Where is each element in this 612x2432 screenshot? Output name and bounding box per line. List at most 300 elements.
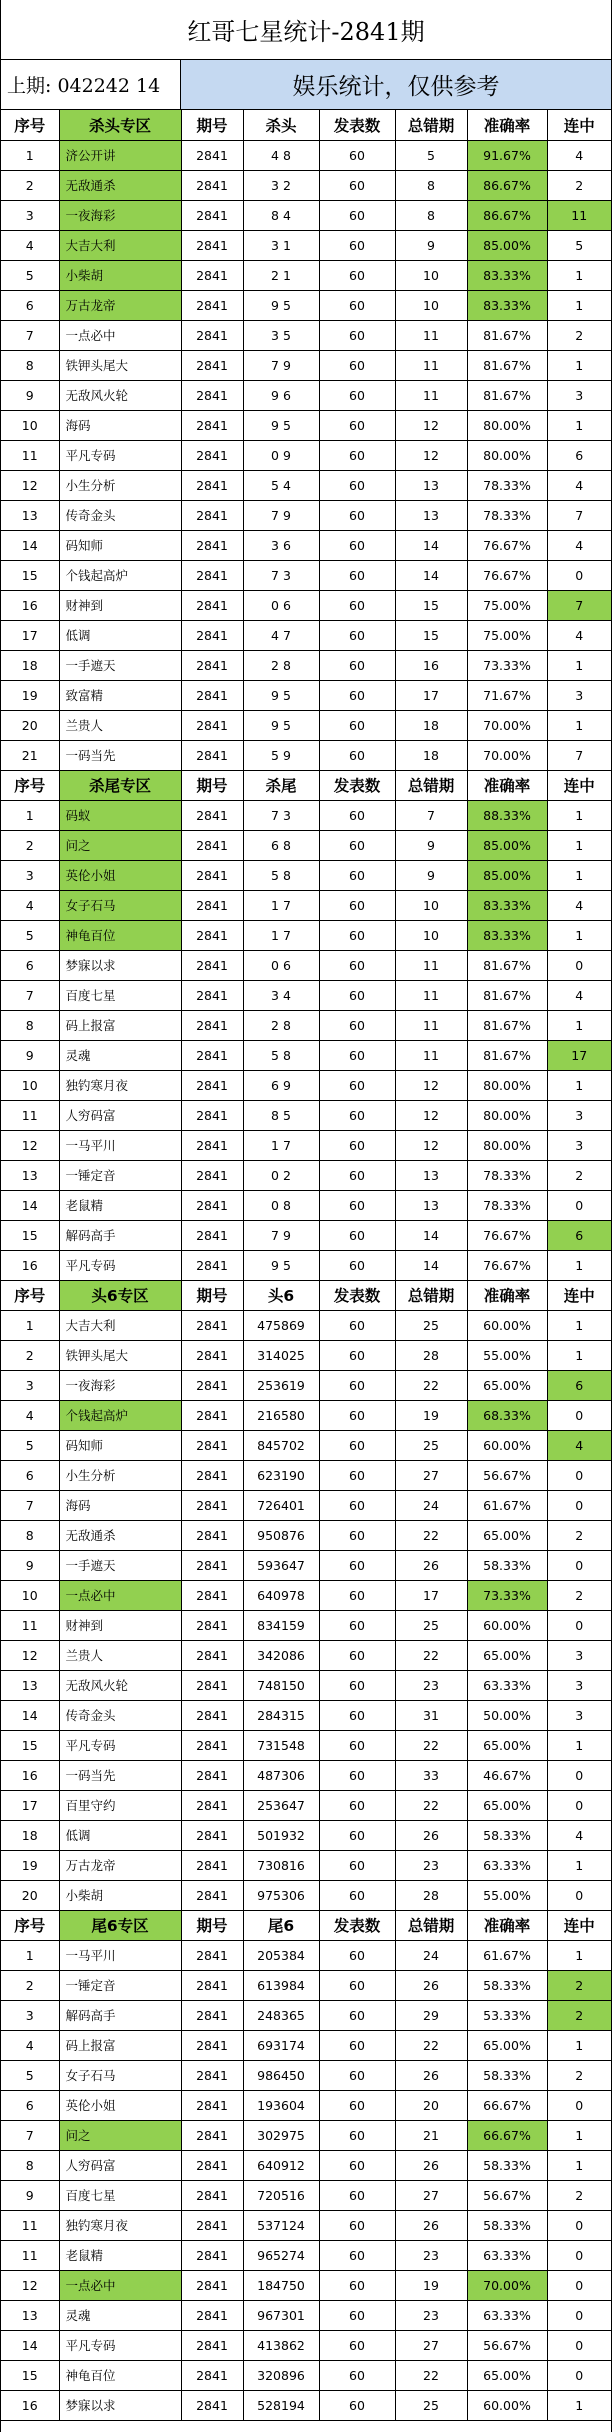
prediction-value: 7 9	[243, 500, 319, 530]
row-index: 12	[1, 470, 59, 500]
prediction-value: 528194	[243, 2390, 319, 2420]
column-header: 杀头	[243, 110, 319, 140]
row-index: 8	[1, 1520, 59, 1550]
issue-number: 2841	[181, 2000, 243, 2030]
row-index: 12	[1, 1640, 59, 1670]
prev-issue-result: 上期: 042242 14	[1, 60, 181, 109]
accuracy-rate: 76.67%	[467, 1220, 547, 1250]
win-streak: 1	[547, 410, 611, 440]
row-index: 6	[1, 290, 59, 320]
predictor-name: 致富精	[59, 680, 181, 710]
total-miss-count: 17	[395, 1580, 467, 1610]
table-row	[1, 1010, 611, 1040]
predictor-name: 无敌通杀	[59, 170, 181, 200]
section-header-row	[1, 110, 611, 140]
table-row	[1, 920, 611, 950]
total-miss-count: 13	[395, 1190, 467, 1220]
win-streak: 1	[547, 2030, 611, 2060]
published-count: 60	[319, 1220, 395, 1250]
total-miss-count: 33	[395, 1760, 467, 1790]
accuracy-rate: 55.00%	[467, 1880, 547, 1910]
issue-number: 2841	[181, 1790, 243, 1820]
prediction-value: 5 9	[243, 740, 319, 770]
win-streak: 1	[547, 2390, 611, 2420]
prediction-value: 9 5	[243, 710, 319, 740]
total-miss-count: 12	[395, 410, 467, 440]
column-header: 准确率	[467, 1910, 547, 1940]
predictor-name: 铁钾头尾大	[59, 1340, 181, 1370]
issue-number: 2841	[181, 830, 243, 860]
row-index: 3	[1, 2000, 59, 2030]
accuracy-rate: 46.67%	[467, 1760, 547, 1790]
accuracy-rate: 70.00%	[467, 740, 547, 770]
accuracy-rate: 65.00%	[467, 1640, 547, 1670]
predictor-name: 海码	[59, 410, 181, 440]
predictor-name: 无敌通杀	[59, 1520, 181, 1550]
prediction-value: 720516	[243, 2180, 319, 2210]
prediction-value: 1 7	[243, 1130, 319, 1160]
win-streak: 0	[547, 2210, 611, 2240]
row-index: 5	[1, 920, 59, 950]
win-streak: 4	[547, 470, 611, 500]
published-count: 60	[319, 710, 395, 740]
table-row	[1, 1400, 611, 1430]
accuracy-rate: 80.00%	[467, 1100, 547, 1130]
win-streak: 6	[547, 440, 611, 470]
row-index: 13	[1, 500, 59, 530]
table-row	[1, 590, 611, 620]
table-row	[1, 1580, 611, 1610]
issue-number: 2841	[181, 1970, 243, 2000]
predictor-name: 问之	[59, 2120, 181, 2150]
row-index: 7	[1, 2120, 59, 2150]
accuracy-rate: 65.00%	[467, 1790, 547, 1820]
column-header: 连中	[547, 1910, 611, 1940]
issue-number: 2841	[181, 2150, 243, 2180]
accuracy-rate: 63.33%	[467, 2300, 547, 2330]
table-row	[1, 1100, 611, 1130]
prediction-value: 593647	[243, 1550, 319, 1580]
issue-number: 2841	[181, 1580, 243, 1610]
published-count: 60	[319, 1370, 395, 1400]
published-count: 60	[319, 620, 395, 650]
column-header: 总错期	[395, 770, 467, 800]
table-row	[1, 440, 611, 470]
predictor-name: 一夜海彩	[59, 1370, 181, 1400]
accuracy-rate: 61.67%	[467, 1940, 547, 1970]
row-index: 8	[1, 2150, 59, 2180]
total-miss-count: 23	[395, 2240, 467, 2270]
table-row	[1, 1790, 611, 1820]
prediction-value: 8 5	[243, 1100, 319, 1130]
accuracy-rate: 66.67%	[467, 2090, 547, 2120]
issue-number: 2841	[181, 1820, 243, 1850]
win-streak: 0	[547, 2240, 611, 2270]
win-streak: 0	[547, 1550, 611, 1580]
row-index: 20	[1, 710, 59, 740]
accuracy-rate: 85.00%	[467, 230, 547, 260]
win-streak: 0	[547, 2330, 611, 2360]
accuracy-rate: 81.67%	[467, 380, 547, 410]
table-row	[1, 1160, 611, 1190]
total-miss-count: 11	[395, 1040, 467, 1070]
prediction-value: 9 6	[243, 380, 319, 410]
column-header: 发表数	[319, 110, 395, 140]
row-index: 4	[1, 230, 59, 260]
row-index: 15	[1, 560, 59, 590]
accuracy-rate: 50.00%	[467, 1700, 547, 1730]
predictor-name: 灵魂	[59, 2300, 181, 2330]
column-header: 杀头专区	[59, 110, 181, 140]
section-header-row	[1, 1910, 611, 1940]
column-header: 发表数	[319, 770, 395, 800]
published-count: 60	[319, 2330, 395, 2360]
prediction-value: 413862	[243, 2330, 319, 2360]
win-streak: 0	[547, 1400, 611, 1430]
total-miss-count: 22	[395, 1730, 467, 1760]
total-miss-count: 26	[395, 1550, 467, 1580]
published-count: 60	[319, 1790, 395, 1820]
table-row	[1, 320, 611, 350]
total-miss-count: 10	[395, 260, 467, 290]
predictor-name: 英伦小姐	[59, 2090, 181, 2120]
issue-number: 2841	[181, 2210, 243, 2240]
predictor-name: 财神到	[59, 590, 181, 620]
column-header: 连中	[547, 770, 611, 800]
prediction-value: 205384	[243, 1940, 319, 1970]
row-index: 14	[1, 530, 59, 560]
accuracy-rate: 58.33%	[467, 2060, 547, 2090]
row-index: 19	[1, 1850, 59, 1880]
prediction-value: 320896	[243, 2360, 319, 2390]
issue-number: 2841	[181, 2360, 243, 2390]
accuracy-rate: 83.33%	[467, 260, 547, 290]
prediction-value: 487306	[243, 1760, 319, 1790]
prediction-value: 253647	[243, 1790, 319, 1820]
issue-number: 2841	[181, 2270, 243, 2300]
table-row	[1, 530, 611, 560]
predictor-name: 老鼠精	[59, 2240, 181, 2270]
win-streak: 11	[547, 200, 611, 230]
issue-number: 2841	[181, 2300, 243, 2330]
total-miss-count: 8	[395, 200, 467, 230]
accuracy-rate: 63.33%	[467, 2240, 547, 2270]
row-index: 11	[1, 2240, 59, 2270]
row-index: 7	[1, 320, 59, 350]
accuracy-rate: 65.00%	[467, 2360, 547, 2390]
predictor-name: 平凡专码	[59, 1250, 181, 1280]
total-miss-count: 27	[395, 2330, 467, 2360]
row-index: 14	[1, 1190, 59, 1220]
published-count: 60	[319, 200, 395, 230]
predictor-name: 一码当先	[59, 740, 181, 770]
published-count: 60	[319, 860, 395, 890]
predictor-name: 济公开讲	[59, 140, 181, 170]
row-index: 21	[1, 740, 59, 770]
win-streak: 0	[547, 2090, 611, 2120]
prediction-value: 5 8	[243, 860, 319, 890]
published-count: 60	[319, 350, 395, 380]
total-miss-count: 22	[395, 1640, 467, 1670]
predictor-name: 万古龙帝	[59, 290, 181, 320]
table-row	[1, 710, 611, 740]
issue-number: 2841	[181, 1640, 243, 1670]
win-streak: 0	[547, 1460, 611, 1490]
row-index: 20	[1, 1880, 59, 1910]
published-count: 60	[319, 2090, 395, 2120]
accuracy-rate: 58.33%	[467, 2210, 547, 2240]
accuracy-rate: 78.33%	[467, 1190, 547, 1220]
table-row	[1, 1220, 611, 1250]
issue-number: 2841	[181, 1850, 243, 1880]
issue-number: 2841	[181, 1370, 243, 1400]
published-count: 60	[319, 290, 395, 320]
prediction-value: 613984	[243, 1970, 319, 2000]
accuracy-rate: 75.00%	[467, 620, 547, 650]
predictor-name: 个钱起高炉	[59, 560, 181, 590]
issue-number: 2841	[181, 530, 243, 560]
total-miss-count: 10	[395, 920, 467, 950]
accuracy-rate: 85.00%	[467, 860, 547, 890]
accuracy-rate: 65.00%	[467, 1370, 547, 1400]
published-count: 60	[319, 1010, 395, 1040]
accuracy-rate: 70.00%	[467, 2270, 547, 2300]
total-miss-count: 14	[395, 1220, 467, 1250]
published-count: 60	[319, 1700, 395, 1730]
accuracy-rate: 65.00%	[467, 2030, 547, 2060]
prediction-value: 7 9	[243, 1220, 319, 1250]
win-streak: 17	[547, 1040, 611, 1070]
win-streak: 1	[547, 800, 611, 830]
win-streak: 2	[547, 1580, 611, 1610]
row-index: 2	[1, 1340, 59, 1370]
table-row	[1, 800, 611, 830]
accuracy-rate: 56.67%	[467, 2330, 547, 2360]
column-header: 期号	[181, 110, 243, 140]
prediction-value: 0 8	[243, 1190, 319, 1220]
predictor-name: 一马平川	[59, 1940, 181, 1970]
row-index: 18	[1, 650, 59, 680]
issue-number: 2841	[181, 1760, 243, 1790]
column-header: 杀尾专区	[59, 770, 181, 800]
win-streak: 3	[547, 1670, 611, 1700]
win-streak: 2	[547, 1160, 611, 1190]
published-count: 60	[319, 1100, 395, 1130]
published-count: 60	[319, 2030, 395, 2060]
column-header: 总错期	[395, 110, 467, 140]
win-streak: 1	[547, 2120, 611, 2150]
published-count: 60	[319, 830, 395, 860]
table-row	[1, 1850, 611, 1880]
table-row	[1, 1070, 611, 1100]
total-miss-count: 7	[395, 800, 467, 830]
row-index: 11	[1, 1100, 59, 1130]
predictor-name: 低调	[59, 620, 181, 650]
win-streak: 2	[547, 320, 611, 350]
issue-number: 2841	[181, 320, 243, 350]
published-count: 60	[319, 320, 395, 350]
accuracy-rate: 75.00%	[467, 590, 547, 620]
published-count: 60	[319, 920, 395, 950]
predictor-name: 一点必中	[59, 1580, 181, 1610]
accuracy-rate: 76.67%	[467, 560, 547, 590]
total-miss-count: 18	[395, 710, 467, 740]
total-miss-count: 9	[395, 230, 467, 260]
issue-number: 2841	[181, 560, 243, 590]
published-count: 60	[319, 590, 395, 620]
total-miss-count: 26	[395, 2060, 467, 2090]
issue-number: 2841	[181, 1040, 243, 1070]
row-index: 17	[1, 620, 59, 650]
predictor-name: 码知师	[59, 1430, 181, 1460]
table-row	[1, 2360, 611, 2390]
row-index: 14	[1, 2330, 59, 2360]
accuracy-rate: 88.33%	[467, 800, 547, 830]
total-miss-count: 25	[395, 1310, 467, 1340]
table-row	[1, 350, 611, 380]
win-streak: 1	[547, 1070, 611, 1100]
accuracy-rate: 78.33%	[467, 500, 547, 530]
prediction-value: 253619	[243, 1370, 319, 1400]
win-streak: 1	[547, 860, 611, 890]
predictor-name: 万古龙帝	[59, 1850, 181, 1880]
column-header: 发表数	[319, 1280, 395, 1310]
issue-number: 2841	[181, 440, 243, 470]
table-row	[1, 1370, 611, 1400]
win-streak: 4	[547, 1430, 611, 1460]
prediction-value: 9 5	[243, 410, 319, 440]
predictor-name: 百度七星	[59, 980, 181, 1010]
row-index: 2	[1, 170, 59, 200]
prediction-value: 4 8	[243, 140, 319, 170]
issue-number: 2841	[181, 800, 243, 830]
published-count: 60	[319, 140, 395, 170]
prediction-value: 7 3	[243, 800, 319, 830]
win-streak: 1	[547, 830, 611, 860]
table-row	[1, 380, 611, 410]
prediction-value: 6 9	[243, 1070, 319, 1100]
accuracy-rate: 80.00%	[467, 1070, 547, 1100]
row-index: 1	[1, 800, 59, 830]
predictor-name: 兰贵人	[59, 1640, 181, 1670]
table-row	[1, 1490, 611, 1520]
accuracy-rate: 55.00%	[467, 1340, 547, 1370]
win-streak: 1	[547, 350, 611, 380]
row-index: 14	[1, 1700, 59, 1730]
accuracy-rate: 60.00%	[467, 1310, 547, 1340]
predictor-name: 无敌风火轮	[59, 380, 181, 410]
prediction-value: 950876	[243, 1520, 319, 1550]
table-row	[1, 2090, 611, 2120]
accuracy-rate: 63.33%	[467, 1850, 547, 1880]
table-row	[1, 1310, 611, 1340]
row-index: 16	[1, 1250, 59, 1280]
table-row	[1, 1730, 611, 1760]
accuracy-rate: 80.00%	[467, 1130, 547, 1160]
prediction-value: 248365	[243, 2000, 319, 2030]
row-index: 9	[1, 1040, 59, 1070]
total-miss-count: 17	[395, 680, 467, 710]
row-index: 12	[1, 2270, 59, 2300]
table-row	[1, 230, 611, 260]
published-count: 60	[319, 470, 395, 500]
predictor-name: 码上报富	[59, 2030, 181, 2060]
predictor-name: 一手遮天	[59, 650, 181, 680]
published-count: 60	[319, 650, 395, 680]
win-streak: 2	[547, 2180, 611, 2210]
table-row	[1, 860, 611, 890]
accuracy-rate: 56.67%	[467, 1460, 547, 1490]
issue-number: 2841	[181, 710, 243, 740]
total-miss-count: 9	[395, 860, 467, 890]
issue-number: 2841	[181, 890, 243, 920]
issue-number: 2841	[181, 470, 243, 500]
row-index: 16	[1, 2390, 59, 2420]
published-count: 60	[319, 1130, 395, 1160]
column-header: 准确率	[467, 1280, 547, 1310]
predictor-name: 低调	[59, 1820, 181, 1850]
total-miss-count: 5	[395, 140, 467, 170]
table-row	[1, 1340, 611, 1370]
predictor-name: 女子石马	[59, 2060, 181, 2090]
row-index: 5	[1, 2060, 59, 2090]
win-streak: 1	[547, 260, 611, 290]
total-miss-count: 11	[395, 980, 467, 1010]
accuracy-rate: 56.67%	[467, 2180, 547, 2210]
predictor-name: 神龟百位	[59, 2360, 181, 2390]
accuracy-rate: 65.00%	[467, 1730, 547, 1760]
prediction-value: 7 3	[243, 560, 319, 590]
prediction-value: 284315	[243, 1700, 319, 1730]
page-title: 红哥七星统计-2841期	[1, 0, 611, 60]
prediction-value: 975306	[243, 1880, 319, 1910]
prediction-value: 184750	[243, 2270, 319, 2300]
column-header: 连中	[547, 1280, 611, 1310]
column-header: 总错期	[395, 1280, 467, 1310]
published-count: 60	[319, 1640, 395, 1670]
published-count: 60	[319, 2000, 395, 2030]
total-miss-count: 13	[395, 500, 467, 530]
win-streak: 1	[547, 920, 611, 950]
total-miss-count: 22	[395, 1790, 467, 1820]
total-miss-count: 26	[395, 1820, 467, 1850]
issue-number: 2841	[181, 2120, 243, 2150]
predictor-name: 英伦小姐	[59, 860, 181, 890]
total-miss-count: 15	[395, 620, 467, 650]
published-count: 60	[319, 1460, 395, 1490]
prediction-value: 967301	[243, 2300, 319, 2330]
total-miss-count: 11	[395, 320, 467, 350]
row-index: 15	[1, 1730, 59, 1760]
total-miss-count: 11	[395, 950, 467, 980]
table-row	[1, 890, 611, 920]
row-index: 4	[1, 1400, 59, 1430]
published-count: 60	[319, 1850, 395, 1880]
prediction-value: 845702	[243, 1430, 319, 1460]
published-count: 60	[319, 2180, 395, 2210]
total-miss-count: 31	[395, 1700, 467, 1730]
table-row	[1, 2180, 611, 2210]
column-header: 期号	[181, 1280, 243, 1310]
row-index: 4	[1, 2030, 59, 2060]
issue-number: 2841	[181, 1700, 243, 1730]
row-index: 17	[1, 1790, 59, 1820]
prediction-value: 4 7	[243, 620, 319, 650]
row-index: 11	[1, 1610, 59, 1640]
table-row	[1, 1040, 611, 1070]
table-row	[1, 410, 611, 440]
issue-number: 2841	[181, 1130, 243, 1160]
